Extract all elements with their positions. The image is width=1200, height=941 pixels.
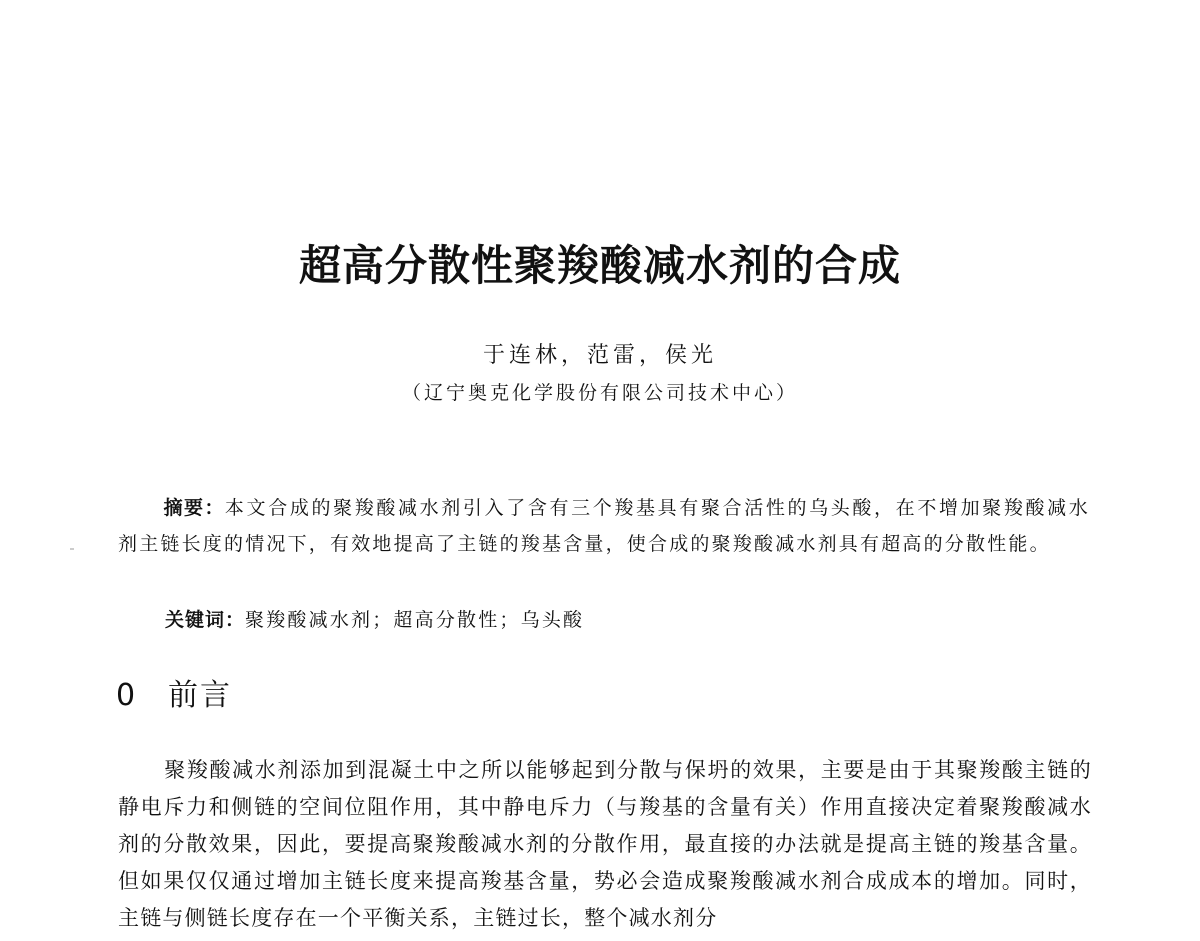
abstract-paragraph	[118, 490, 1090, 562]
keywords-label: 关键词：	[165, 609, 246, 631]
author-list: 于连林，范雷，侯光	[482, 343, 717, 368]
abstract-label: 摘要：	[163, 497, 225, 519]
keywords-text: 聚羧酸减水剂；超高分散性；乌头酸	[245, 609, 585, 631]
keywords-line	[165, 602, 1085, 638]
section-title: 前言	[168, 678, 232, 713]
section-number: 0	[116, 678, 138, 713]
paper-title: 超高分散性聚羧酸减水剂的合成	[298, 241, 901, 290]
scan-artifact	[70, 548, 74, 550]
section-heading	[116, 674, 232, 718]
author-affiliation: （辽宁奥克化学股份有限公司技术中心）	[401, 382, 798, 404]
abstract-text: 本文合成的聚羧酸减水剂引入了含有三个羧基具有聚合活性的乌头酸，在不增加聚羧酸减水剂主链长度的情况下，有效地提高了主链的羧基含量，使合成的聚羧酸减水剂具有超高的分散性能。	[118, 497, 1090, 555]
body-paragraph: 聚羧酸减水剂添加到混凝土中之所以能够起到分散与保坍的效果，主要是由于其聚羧酸主链的静电斥力和侧链的空间位阻作用，其中静电斥力（与羧基的含量有关）作用直接决定着聚羧酸减水剂的分散效果，因此，要提高聚羧酸减水剂的分散作用，最直接的办法就是提高主链的羧基含量。但如果仅仅通过增加主链长度来提高羧基含量，势必会造成聚羧酸减水剂合成成本的增加。同时，主链与侧链长度存在一个平衡关系，主链过长，整个减水剂分	[118, 758, 1092, 930]
